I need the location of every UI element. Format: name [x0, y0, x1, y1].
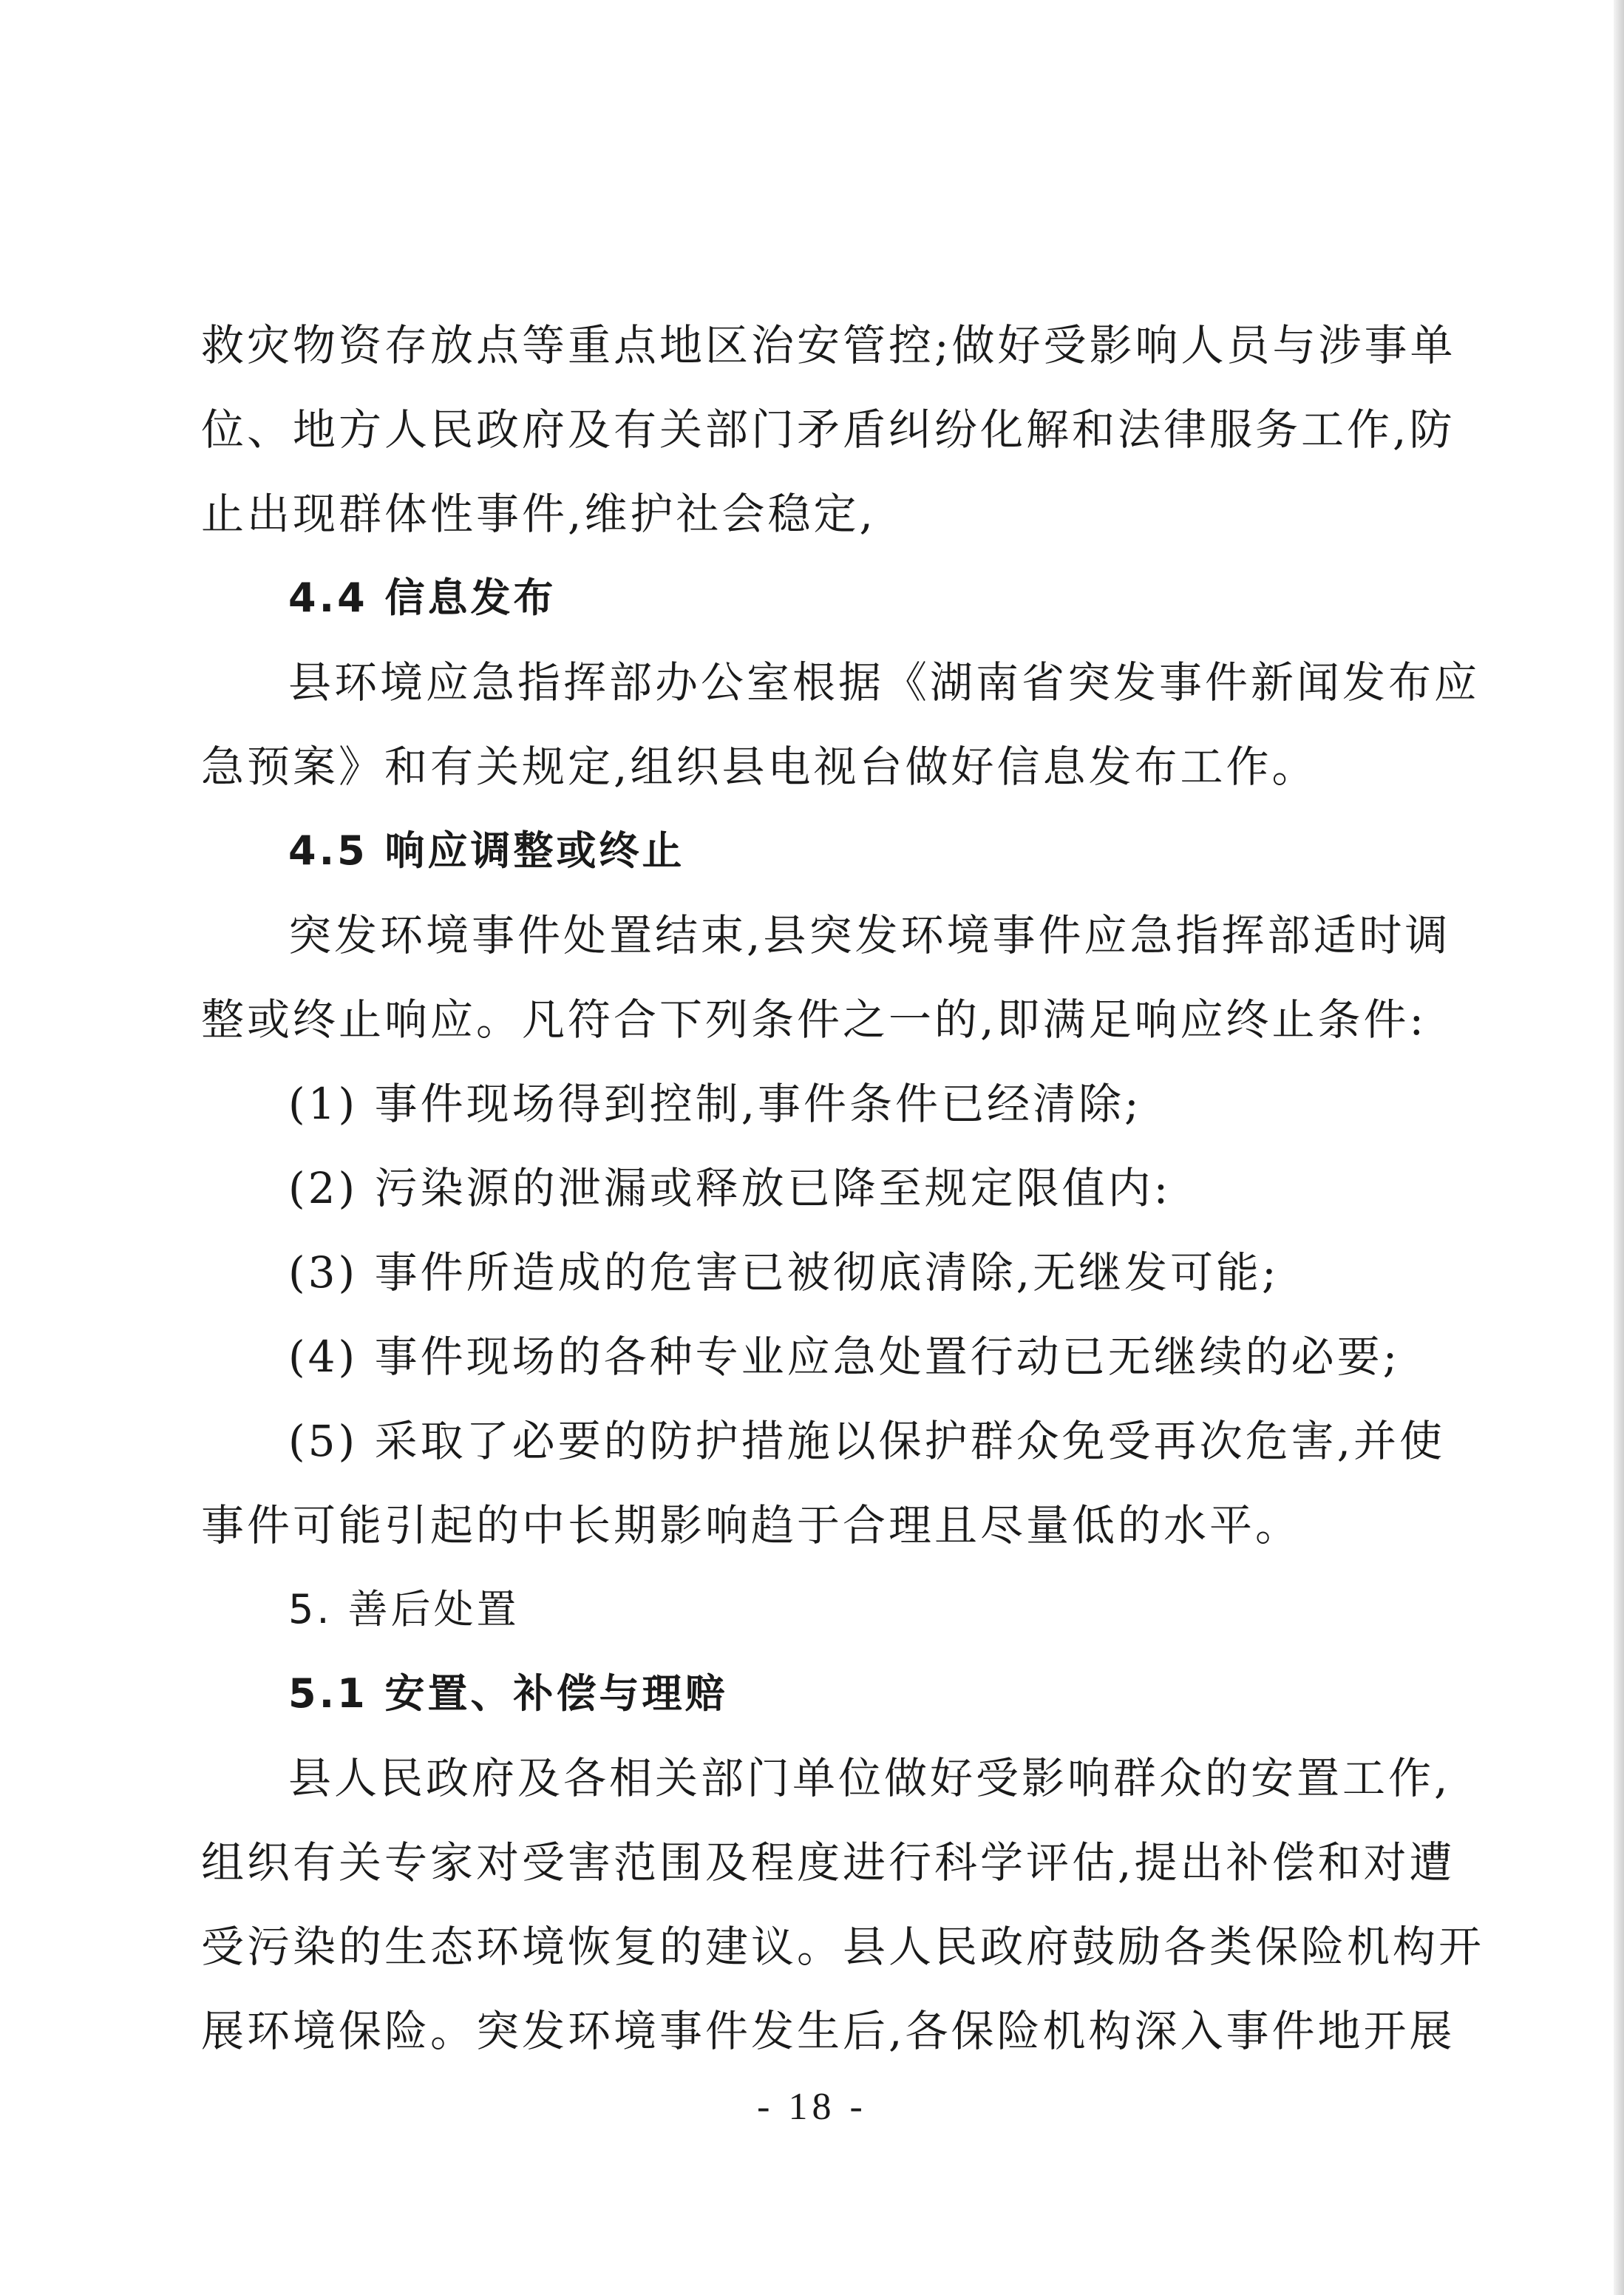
paragraph-line: 突发环境事件处置结束,县突发环境事件应急指挥部适时调 [288, 910, 1451, 960]
page-number: - 18 - [757, 2086, 867, 2128]
section-heading-5-1: 5.1 安置、补偿与理赔 [288, 1670, 728, 1717]
paragraph-line: 急预案》和有关规定,组织县电视台做好信息发布工作。 [201, 742, 1318, 792]
paragraph-line: 受污染的生态环境恢复的建议。县人民政府鼓励各类保险机构开 [201, 1922, 1485, 1972]
section-heading-4-4: 4.4 信息发布 [288, 574, 557, 621]
paragraph-line: 事件可能引起的中长期影响趋于合理且尽量低的水平。 [201, 1500, 1302, 1550]
paragraph-line: 县环境应急指挥部办公室根据《湖南省突发事件新闻发布应 [288, 657, 1481, 708]
list-item: (3) 事件所造成的危害已被彻底清除,无继发可能; [288, 1247, 1280, 1298]
paragraph-line: 位、地方人民政府及有关部门矛盾纠纷化解和法律服务工作,防 [201, 404, 1455, 455]
section-heading-4-5: 4.5 响应调整或终止 [288, 827, 685, 874]
paragraph-line: 救灾物资存放点等重点地区治安管控;做好受影响人员与涉事单 [201, 320, 1456, 370]
paragraph-line: 展环境保险。突发环境事件发生后,各保险机构深入事件地开展 [201, 2006, 1455, 2056]
section-heading-5: 5. 善后处置 [288, 1586, 520, 1633]
paragraph-line: 止出现群体性事件,维护社会稳定, [201, 489, 876, 539]
list-item: (4) 事件现场的各种专业应急处置行动已无继续的必要; [288, 1332, 1401, 1382]
paragraph-line: 县人民政府及各相关部门单位做好受影响群众的安置工作, [288, 1753, 1451, 1803]
list-item: (2) 污染源的泄漏或释放已降至规定限值内: [288, 1163, 1172, 1213]
scan-edge-shadow [1614, 0, 1624, 2295]
list-item: (5) 采取了必要的防护措施以保护群众免受再次危害,并使 [288, 1416, 1446, 1466]
document-body [201, 303, 1485, 2073]
paragraph-line: 组织有关专家对受害范围及程度进行科学评估,提出补偿和对遭 [201, 1837, 1455, 1888]
paragraph-line: 整或终止响应。凡符合下列条件之一的,即满足响应终止条件: [201, 994, 1427, 1045]
list-item: (1) 事件现场得到控制,事件条件已经清除; [288, 1079, 1142, 1129]
